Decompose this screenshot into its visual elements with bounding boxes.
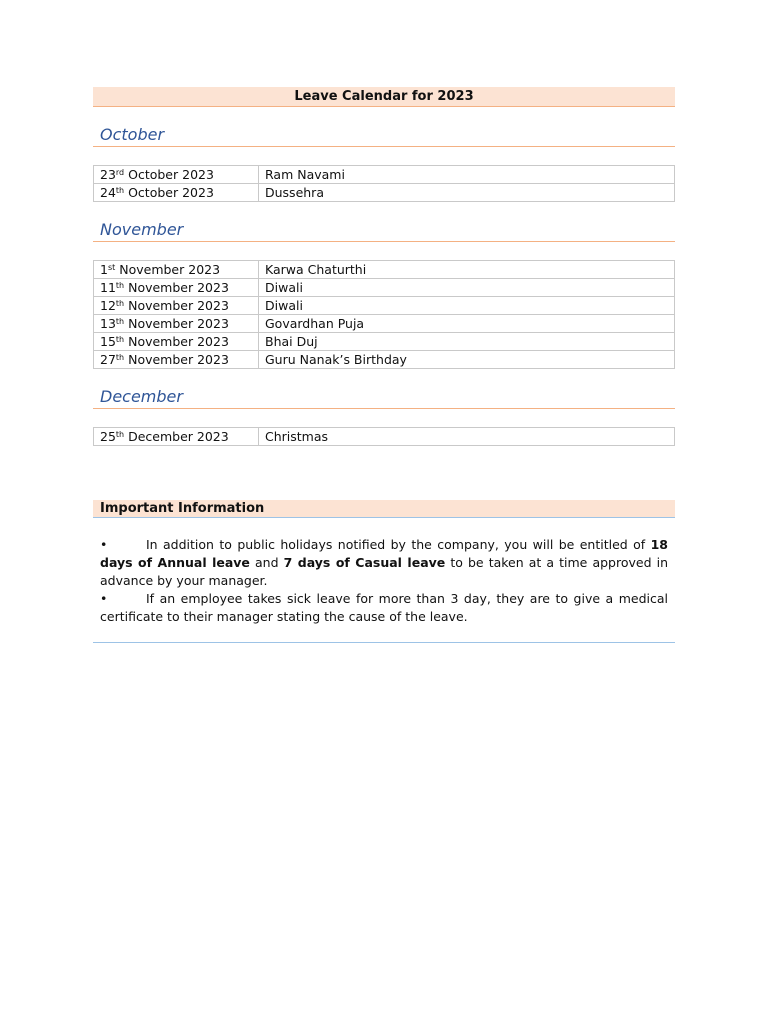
bullet-icon: • — [100, 537, 108, 552]
holiday-cell: Diwali — [259, 297, 675, 315]
table-row — [94, 184, 675, 202]
table-row — [94, 351, 675, 369]
holiday-cell: Bhai Duj — [259, 333, 675, 351]
table-row — [94, 261, 675, 279]
holiday-cell: Guru Nanak’s Birthday — [259, 351, 675, 369]
document-page — [93, 87, 675, 643]
important-information-heading: Important Information — [93, 500, 675, 518]
table-row — [94, 428, 675, 446]
holiday-cell: Christmas — [259, 428, 675, 446]
table-row — [94, 166, 675, 184]
table-row — [94, 279, 675, 297]
page-title: Leave Calendar for 2023 — [93, 87, 675, 107]
date-cell: 24th October 2023 — [94, 184, 259, 202]
leave-table-december — [93, 427, 675, 446]
info-bullet-item: • If an employee takes sick leave for more than 3 day, they are to give a medical certificate to their manager stating the cause of the leave. — [100, 591, 668, 624]
table-row — [94, 315, 675, 333]
date-cell: 25th December 2023 — [94, 428, 259, 446]
important-information-body — [93, 536, 675, 643]
bullet-icon: • — [100, 591, 108, 606]
month-heading-november: November — [93, 219, 675, 242]
table-row — [94, 297, 675, 315]
info-bullet-item: • In addition to public holidays notified by the company, you will be entitled of 18 days of Annual leave and 7 days of Casual leave to be taken at a time approved in advance by your manager. — [100, 537, 668, 588]
date-cell: 11th November 2023 — [94, 279, 259, 297]
date-cell: 15th November 2023 — [94, 333, 259, 351]
holiday-cell: Govardhan Puja — [259, 315, 675, 333]
date-cell: 23rd October 2023 — [94, 166, 259, 184]
leave-table-november — [93, 260, 675, 369]
month-heading-october: October — [93, 124, 675, 147]
date-cell: 13th November 2023 — [94, 315, 259, 333]
date-cell: 1st November 2023 — [94, 261, 259, 279]
date-cell: 12th November 2023 — [94, 297, 259, 315]
table-row — [94, 333, 675, 351]
date-cell: 27th November 2023 — [94, 351, 259, 369]
month-heading-december: December — [93, 386, 675, 409]
holiday-cell: Ram Navami — [259, 166, 675, 184]
holiday-cell: Dussehra — [259, 184, 675, 202]
leave-table-october — [93, 165, 675, 202]
holiday-cell: Diwali — [259, 279, 675, 297]
holiday-cell: Karwa Chaturthi — [259, 261, 675, 279]
